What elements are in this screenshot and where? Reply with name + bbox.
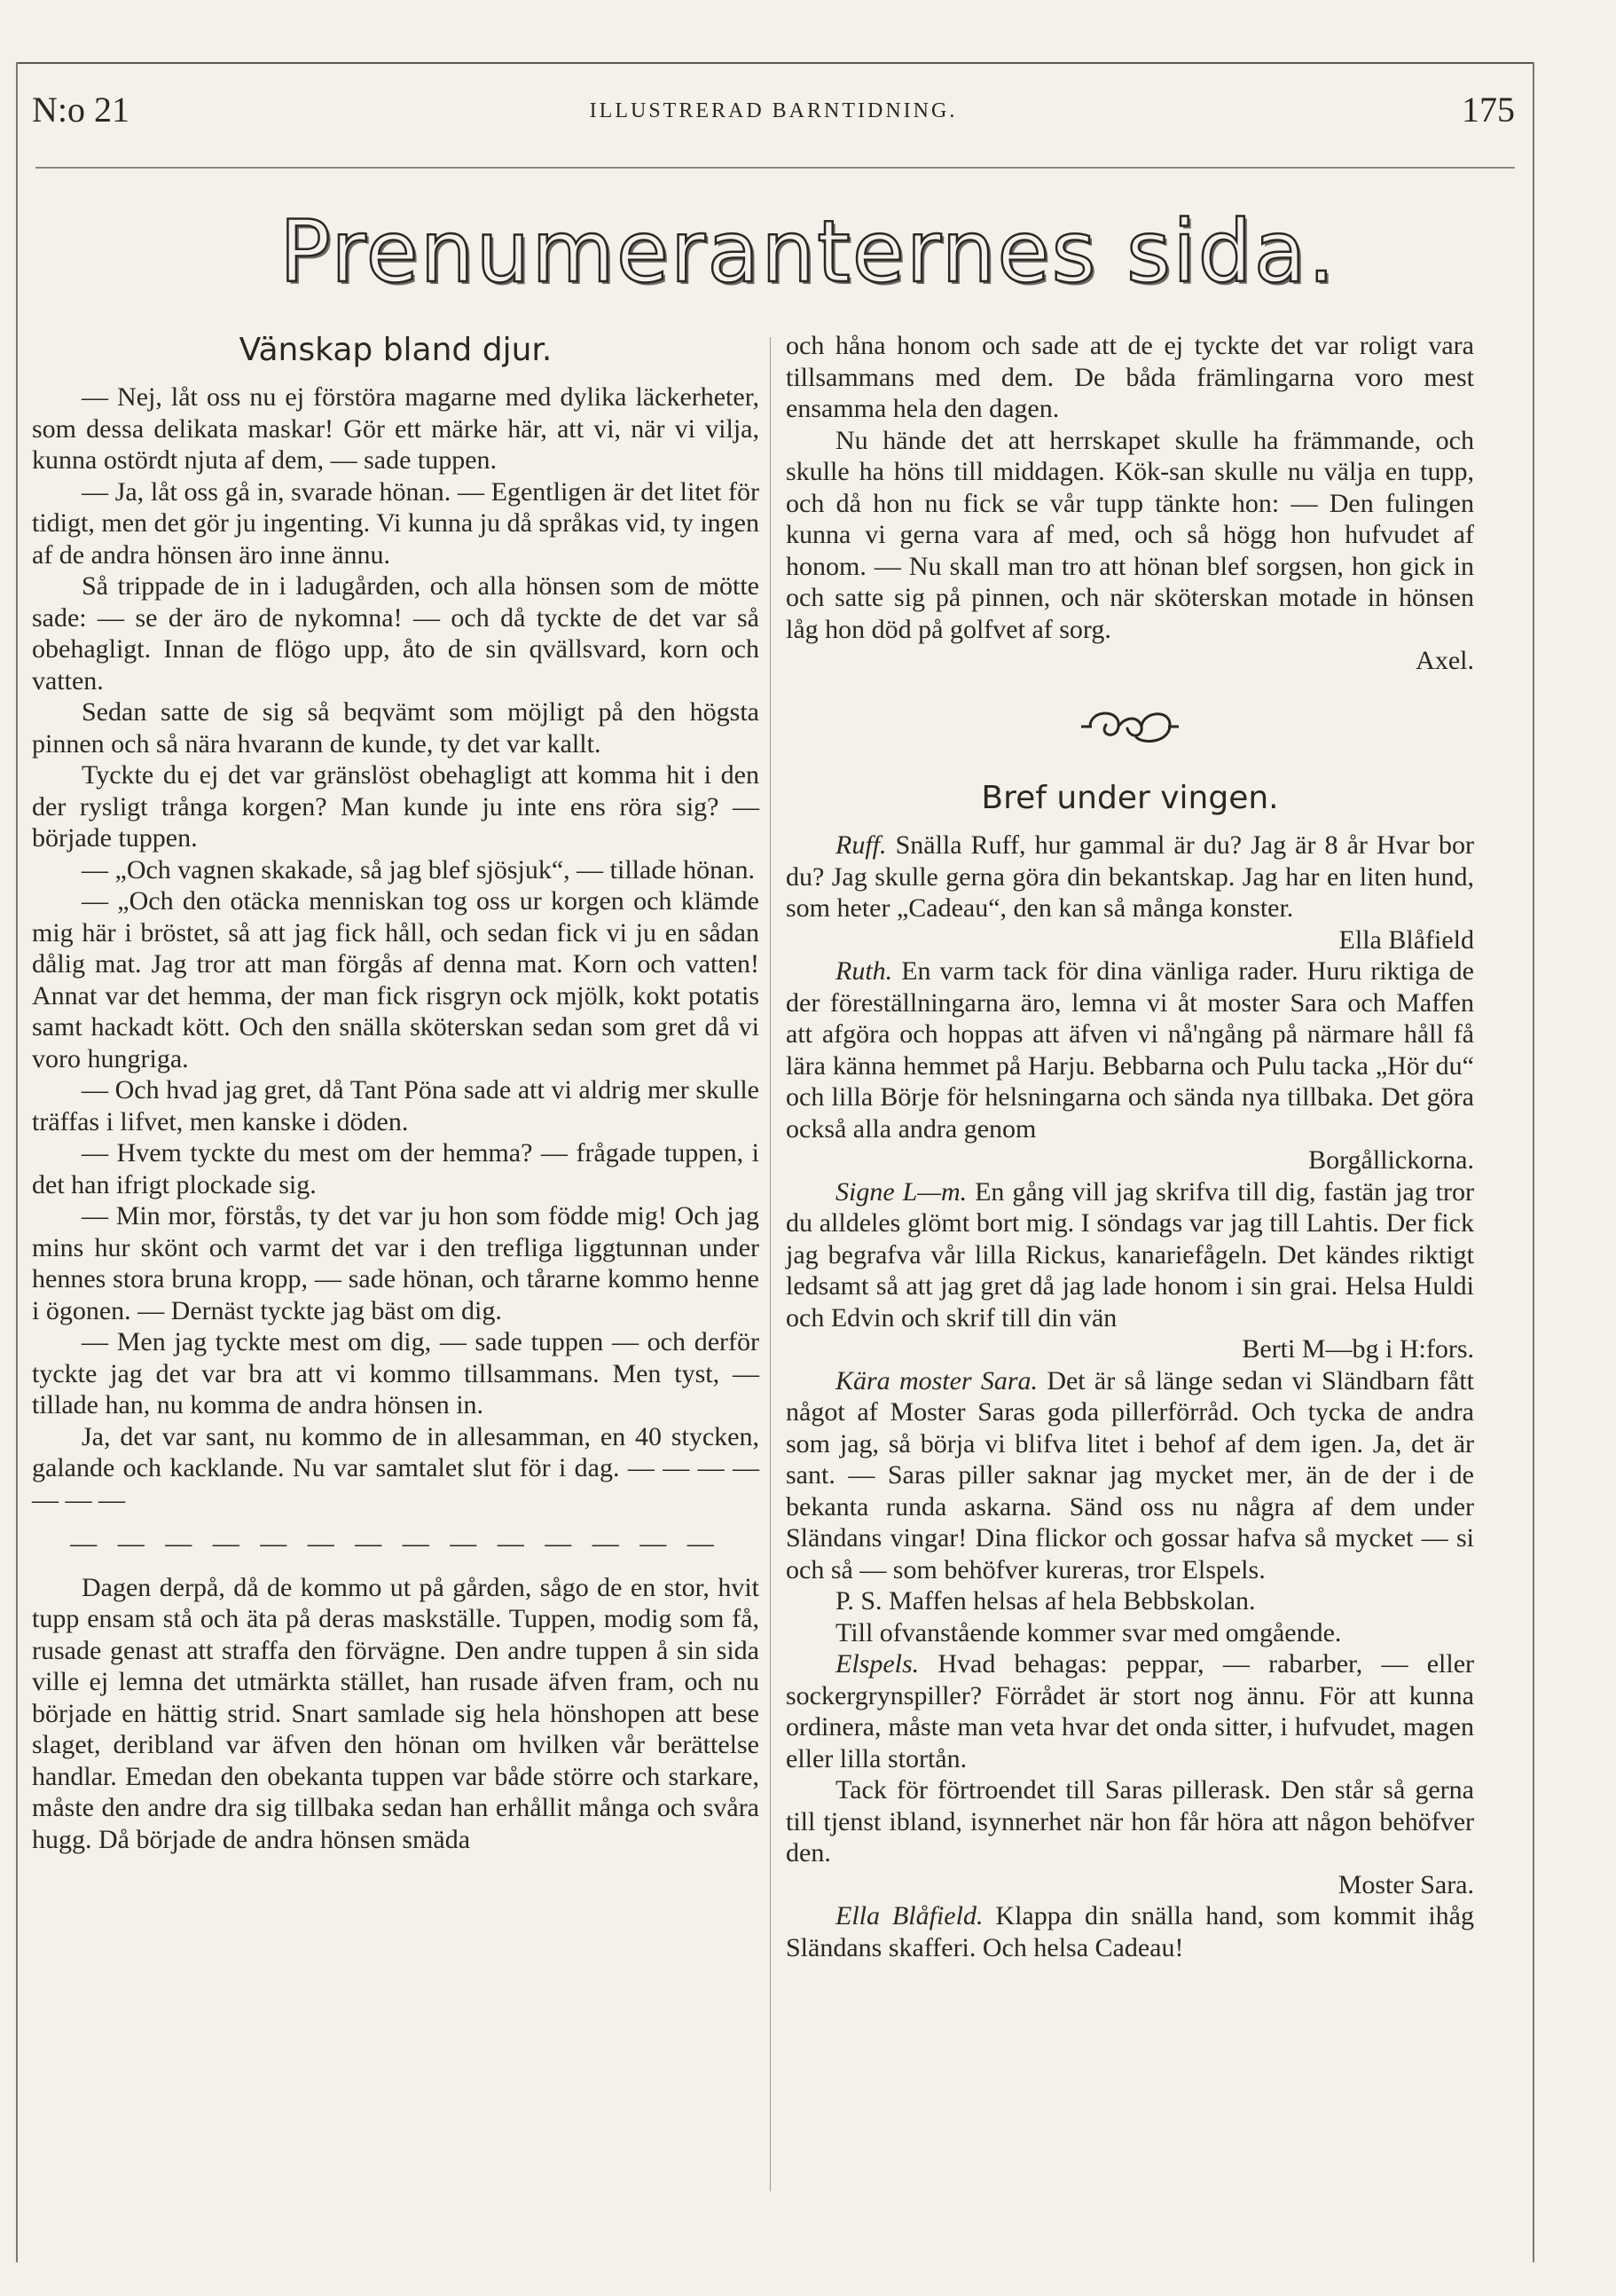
left-column (32, 330, 759, 1855)
section-break-dashes: — — — — — — — — — — — — — — (70, 1529, 721, 1558)
letter (786, 955, 1474, 1144)
frame-left-rule (16, 62, 18, 2262)
letter-addressee: Kära moster Sara. (835, 1365, 1039, 1396)
letter (786, 1900, 1474, 1963)
letter-addressee: Elspels. (835, 1649, 920, 1679)
story-paragraph: — Hvem tyckte du mest om der hemma? — frågade tuppen, i det han ifrigt plockade sig. (32, 1138, 759, 1199)
story-paragraph: Ja, det var sant, nu kommo de in allesamman, en 40 stycken, galande och kacklande. Nu var samtalet slut för i dag. — — — — — — — (32, 1421, 759, 1514)
letter-text: Hvad behagas: peppar, — rabarber, — eller sockergrynspiller? Förrådet är stort nog ännu. För att kunna ordinera, måste man veta hvar det onda sitter, i hufvudet, magen eller lilla stortån. (786, 1649, 1474, 1773)
story-paragraph: — „Och vagnen skakade, så jag blef sjösjuk“, — tillade hönan. (82, 854, 755, 885)
letter-addressee: Ella Blåfield. (835, 1901, 984, 1930)
letter-text: Snälla Ruff, hur gammal är du? Jag är 8 år Hvar bor du? Jag skulle gerna göra din bekantskap. Jag har en liten hund, som heter „Cadeau“, den kan så många konster. (786, 830, 1474, 923)
page-title: Prenumeranternes sida. (279, 202, 1337, 302)
story-paragraph: — Ja, låt oss gå in, svarade hönan. — Egentligen är det litet för tidigt, men det gör ju ingenting. Vi kunna ju då språkas vid, ty ingen af de andra hönsen äro inne ännu. (32, 476, 759, 570)
letter-addressee: Signe L—m. (835, 1176, 968, 1207)
story-paragraph: — Men jag tyckte mest om dig, — sade tuppen — och derför tyckte jag det var bra att vi kommo tillsammans. Men tyst, — tillade han, nu komma de andra hönsen in. (32, 1327, 759, 1419)
story-paragraph: Tyckte du ej det var gränslöst obehagligt att komma hit i den der rysligt trånga korgen? Man kunde ju inte ens röra sig? — började tuppen. (32, 760, 759, 853)
page-number: 175 (1462, 90, 1515, 130)
story-paragraph: Nu hände det att herrskapet skulle ha främmande, och skulle ha höns till middagen. Kök-san skulle nu välja en tupp, och då hon nu fick se vår tupp tänkte hon: — Den fulingen kunna vi gerna vara af med, och så högg hon hufvudet af honom. — Nu skall man tro att hönan blef sorgsen, hon gick in och satte sig på pinnen, och när sköterskan motade in hönsen låg hon död på golfvet af sorg. (786, 425, 1474, 644)
story-paragraph: Sedan satte de sig så beqvämt som möjligt på den högsta pinnen och så nära hvarann de kunde, ty det var kallt. (32, 697, 759, 759)
story-paragraph: — Nej, låt oss nu ej förstöra magarne med dylika läckerheter, som dessa delikata maskar! Gör ett märke här, att vi, när vi vilja, kunna ostördt njuta af dem, — sade tuppen. (32, 382, 759, 475)
story-title: Vänskap bland djur. (239, 332, 553, 368)
ornament-divider (786, 700, 1474, 761)
issue-number: N:o 21 (32, 90, 129, 130)
frame-right-rule (1533, 62, 1534, 2262)
letter-addressee: Ruff. (835, 830, 887, 860)
story-paragraph: Så trippade de in i ladugården, och alla hönsen som de mötte sade: — se der äro de nykomna! — och då tyckte de det var så obehagligt. Innan de flögo upp, åto de sin qvällsvard, korn och vatten. (32, 571, 759, 696)
letter (786, 830, 1474, 924)
letter-text: En gång vill jag skrifva till dig, fastän jag tror du alldeles glömt bort mig. I söndags var jag till Lahtis. Der fick jag begrafva vår lilla Rickus, kanariefågeln. Det kändes riktigt ledsamt så att jag gret då jag lade honom i sin grai. Helsa Huldi och Edvin och skrif till din vän (786, 1176, 1474, 1333)
frame-top-rule (16, 62, 1534, 64)
postscript: P. S. Maffen helsas af hela Bebbskolan. (835, 1586, 1256, 1616)
letter (786, 1365, 1474, 1586)
letter-signature: Ella Blåfield (1338, 924, 1474, 955)
ornament-icon (1055, 700, 1205, 753)
letter-signature: Berti M—bg i H:fors. (1242, 1334, 1474, 1364)
letter-signature: Moster Sara. (1338, 1869, 1474, 1899)
story-paragraph: och håna honom och sade att de ej tyckte det var roligt vara tillsammans med dem. De båda främlingarna voro mest ensamma hela den dagen. (786, 331, 1474, 423)
letter-text: En varm tack för dina vänliga rader. Huru riktiga de der föreställningarna äro, lemna vi åt moster Sara och Maffen att afgöra och hoppas att äfven vi nå'ngång på närmare håll få lära känna hemmet på Harju. Bebbarna och Pulu tacka „Hör du“ och lilla Börje för helsningarna och sända nya tillbaka. Det göra också alla andra genom (786, 956, 1475, 1144)
magazine-title: ILLUSTRERAD BARNTIDNING. (589, 99, 958, 122)
header-rule (35, 167, 1515, 169)
letter-addressee: Ruth. (835, 956, 893, 986)
letter (786, 1176, 1474, 1334)
right-column (786, 330, 1474, 1963)
story-paragraph: — „Och den otäcka menniskan tog oss ur korgen och klämde mig här i bröstet, så att jag fick håll, och sedan fick vi ju en sådan dålig mat. Jag tror att man förgås af denna mat. Korn och vatten! Annat var det hemma, der man fick risgryn ock mjölk, kokt potatis samt hackadt kött. Och den snälla sköterskan sedan som gret då vi voro hungriga. (32, 886, 759, 1073)
running-header (32, 89, 1515, 142)
reply-letter (786, 1648, 1474, 1774)
story-paragraph: — Min mor, förstås, ty det var ju hon som födde mig! Och jag mins hur skönt och varmt det var i den trefliga liggtunnan under hennes stora bruna kropp, — sade hönan, och tårarne kommo henne i ögonen. — Dernäst tyckte jag bäst om dig. (32, 1201, 759, 1325)
story-paragraph: Dagen derpå, då de kommo ut på gården, sågo de en stor, hvit tupp ensam stå och äta på deras maskställe. Tuppen, modig som få, rusade genast att straffa den förvägne. Den andre tuppen å sin sida ville ej lemna det utmärkta stället, han rusade äfven fram, och nu började en hättig strid. Snart samlade sig hela hönshopen att bese slaget, deribland var äfven den hönan om hvilken vår berättelse handlar. Emedan den obekanta tuppen var både större och starkare, måste den andre dra sig tillbaka sedan han erhållit många och svåra hugg. Då började de andra hönsen smäda (32, 1572, 759, 1854)
reply-note: Till ofvanstående kommer svar med omgående. (835, 1617, 1342, 1647)
column-divider (770, 337, 771, 2191)
letters-heading: Bref under vingen. (981, 780, 1279, 816)
reply-letter-continued: Tack för förtroendet till Saras pillerask. Den står så gerna till tjenst ibland, isynnerhet när hon får höra att någon behöfver den. (786, 1775, 1474, 1867)
letter-signature: Borgållickorna. (1308, 1145, 1474, 1175)
story-author: Axel. (1416, 646, 1474, 675)
story-paragraph: — Och hvad jag gret, då Tant Pöna sade att vi aldrig mer skulle träffas i lifvet, men kanske i döden. (32, 1075, 759, 1136)
letter-text: Det är så länge sedan vi Sländbarn fått något af Moster Saras goda pillerförråd. Och tycka de andra som jag, så börja vi blifva litet i behof af dem igen. Ja, det är sant. — Saras piller saknar jag mycket mer, än de der i de bekanta runda askarna. Sänd oss nu några af dem under Sländans vingar! Dina flickor och gossar hafva så mycket — si och så — som behöfver kureras, tror Elspels. (786, 1365, 1474, 1584)
letter-text: Klappa din snälla hand, som kommit ihåg Sländans skafferi. Och helsa Cadeau! (786, 1901, 1474, 1962)
